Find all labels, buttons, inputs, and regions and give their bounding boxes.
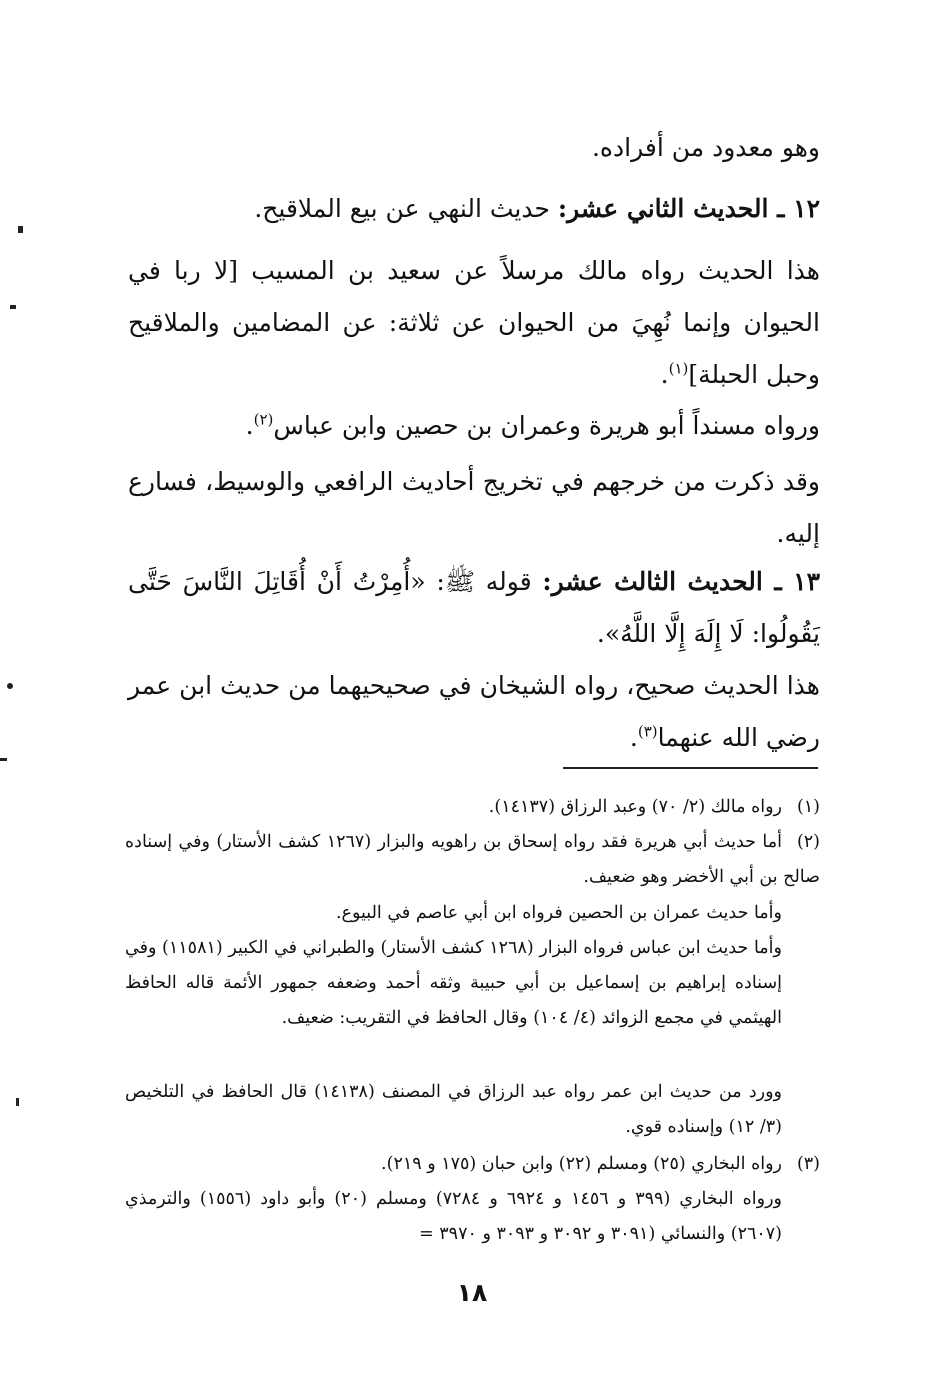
hadith-12-heading [128,183,820,235]
footnote-separator [563,767,818,769]
scan-mark [18,226,23,233]
footnote-ref[interactable]: (٣) [637,722,658,741]
footnote-text: أما حديث أبي هريرة فقد رواه إسحاق بن راهويه والبزار (١٢٦٧ كشف الأستار) وفي إسناده صالح بن أبي الأخضر وهو ضعيف. [125,832,820,887]
paragraph-text: هذا الحديث صحيح، رواه الشيخان في صحيحيهما من حديث ابن عمر رضي الله عنهما [128,671,820,752]
scan-mark [16,1098,19,1106]
footnote-number: (١) [796,797,820,817]
scan-mark [7,683,13,689]
paragraph-text: ورواه مسنداً أبو هريرة وعمران بن حصين وابن عباس [273,411,820,440]
footnote-3-part [125,1182,820,1252]
heading-text: قوله ﷺ: «أُمِرْتُ أَنْ أُقَاتِلَ النَّاسَ حَتَّى يَقُولُوا: لَا إِلَهَ إِلَّا اللَّهُ». [128,567,820,648]
section-heading: ١٣ ـ الحديث الثالث عشر: [542,567,820,596]
footnote-number: (٣) [796,1154,820,1174]
footnote-text: ورواه البخاري (٣٩٩ و ١٤٥٦ و ٦٩٢٤ و ٧٢٨٤) ومسلم (٢٠) وأبو داود (١٥٥٦) والترمذي (٢٦٠٧) والنسائي (٣٠٩١ و ٣٠٩٢ و ٣٠٩٣ و ٣٩٧٠ = [125,1189,783,1244]
paragraph-text: هذا الحديث رواه مالك مرسلاً عن سعيد بن المسيب [لا ربا في الحيوان وإنما نُهِيَ من الحيوان عن ثلاثة: عن المضامين والملاقيح وحبل الحبلة] [128,256,820,389]
footnote-2-part [125,1075,820,1145]
footnote-number: (٢) [796,832,820,852]
footnote-2 [125,825,820,895]
footnote-text: وورد من حديث ابن عمر رواه عبد الرزاق في المصنف (١٤١٣٨) قال الحافظ في التلخيص (٣/ ١٢) وإسناده قوي. [125,1082,782,1137]
paragraph: ورواه مسنداً أبو هريرة وعمران بن حصين وابن عباس$^{(٢)}$. [245,410,820,440]
paragraph: وقد ذكرت من خرجهم في تخريج أحاديث الرافعي والوسيط، فسارع إليه. [128,467,820,548]
footnote-1 [125,790,820,825]
paragraph: هذا الحديث رواه مالك مرسلاً عن سعيد بن المسيب [لا ربا في الحيوان وإنما نُهِيَ من الحيوان عن ثلاثة: عن المضامين والملاقيح وحبل الحبلة]$^{(١)}$. [128,256,820,389]
footnote-3 [125,1147,820,1182]
hadith-13-heading [128,556,820,660]
footnote-ref[interactable]: (٢) [253,410,274,429]
footnote-text: رواه البخاري (٢٥) ومسلم (٢٢) وابن حبان (١٧٥ و ٢١٩). [381,1154,782,1174]
scan-mark [0,758,7,761]
footnote-2-part [125,931,820,1036]
paragraph: هذا الحديث صحيح، رواه الشيخان في صحيحيهما من حديث ابن عمر رضي الله عنهما$^{(٣)}$. [128,671,820,752]
section-heading: ١٢ ـ الحديث الثاني عشر: [557,194,820,223]
footnote-text: وأما حديث ابن عباس فرواه البزار (١٢٦٨ كشف الأستار) والطبراني في الكبير (١١٥٨١) وفي إسناده إبراهيم بن إسماعيل بن أبي حبيبة وثقه أحمد وضعفه جمهور الأئمة قاله الحافظ الهيثمي في مجمع الزوائد (٤/ ١٠٤) وقال الحافظ في التقريب: ضعيف. [125,938,782,1028]
scan-mark [10,305,16,309]
page-number: ١٨ [456,1278,488,1307]
footnote-ref[interactable]: (١) [668,359,689,378]
footnote-text: رواه مالك (٢/ ٧٠) وعبد الرزاق (١٤١٣٧). [488,797,782,817]
footnote-2-part [125,896,820,931]
paragraph: وهو معدود من أفراده. [591,133,820,162]
footnote-text: وأما حديث عمران بن الحصين فرواه ابن أبي عاصم في البيوع. [335,903,782,923]
heading-text: حديث النهي عن بيع الملاقيح. [254,194,558,223]
